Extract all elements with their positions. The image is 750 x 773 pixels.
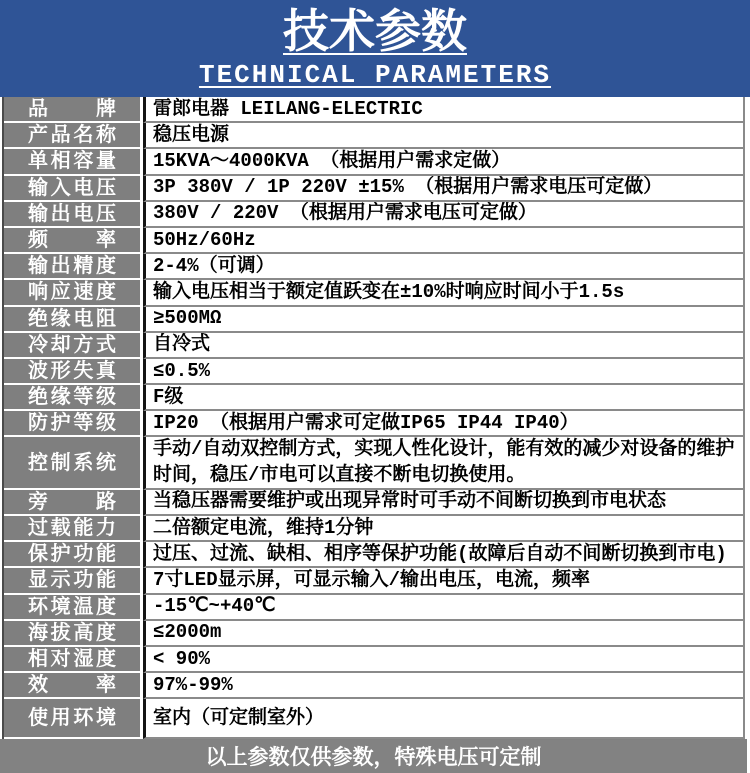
param-name-cell [4, 411, 143, 437]
param-value-cell [143, 516, 743, 542]
param-value: 当稳压器需要维护或出现异常时可手动不间断切换到市电状态 [153, 490, 667, 513]
param-name-cell [4, 385, 143, 411]
param-value-cell [143, 411, 743, 437]
param-value-cell [143, 437, 743, 489]
param-name-cell [4, 621, 143, 647]
param-name: 使用环境 [28, 707, 116, 730]
page-title: 技术参数 [283, 6, 467, 58]
param-value: 手动/自动双控制方式，实现人性化设计，能有效的减少对设备的维护时间，稳压/市电可以直接不断电切换使用。 [153, 438, 735, 486]
param-name: 绝缘电阻 [28, 307, 116, 330]
param-name: 波形失真 [28, 359, 116, 382]
param-value-cell [143, 647, 743, 673]
param-name: 环境温度 [28, 595, 116, 618]
param-name-cell [4, 595, 143, 621]
table-row [4, 542, 743, 568]
footer-note: 以上参数仅供参数，特殊电压可定制 [205, 745, 542, 770]
table-row [4, 280, 743, 306]
param-value-cell [143, 385, 743, 411]
param-name-cell [4, 490, 143, 516]
table-row [4, 490, 743, 516]
param-value-cell [143, 228, 743, 254]
param-value-cell [143, 202, 743, 228]
param-name-cell [4, 123, 143, 149]
param-name-cell [4, 176, 143, 202]
param-name: 控制系统 [28, 451, 116, 474]
param-value: -15℃~+40℃ [153, 595, 276, 618]
param-value: 稳压电源 [153, 123, 230, 146]
param-name: 显示功能 [28, 569, 116, 592]
table-row [4, 647, 743, 673]
param-name-cell [4, 568, 143, 594]
param-value: 2-4%（可调） [153, 254, 275, 277]
table-row [4, 254, 743, 280]
param-name: 海拔高度 [28, 621, 116, 644]
param-name: 旁路 [28, 490, 116, 513]
param-value-cell [143, 254, 743, 280]
table-row [4, 176, 743, 202]
param-value-cell [143, 149, 743, 175]
table-row [4, 516, 743, 542]
param-value: 15KVA～4000KVA （根据用户需求定做） [153, 150, 511, 173]
header-banner [0, 0, 750, 97]
table-row [4, 595, 743, 621]
param-name: 冷却方式 [28, 333, 116, 356]
table-row [4, 97, 743, 123]
table-row [4, 385, 743, 411]
table-row [4, 333, 743, 359]
table-row [4, 202, 743, 228]
param-name-cell [4, 254, 143, 280]
table-row [4, 149, 743, 175]
param-name-cell [4, 97, 143, 123]
param-name: 效率 [28, 674, 116, 697]
param-value: 雷郎电器 LEILANG-ELECTRIC [153, 97, 423, 120]
param-value-cell [143, 176, 743, 202]
param-name-cell [4, 516, 143, 542]
table-row [4, 411, 743, 437]
param-value: ≥500MΩ [153, 307, 222, 330]
param-value-cell [143, 595, 743, 621]
parameters-table [2, 97, 745, 739]
param-value: 自冷式 [153, 333, 211, 356]
param-value-cell [143, 699, 743, 739]
table-row [4, 699, 743, 739]
param-value: 50Hz/60Hz [153, 228, 256, 251]
param-value-cell [143, 307, 743, 333]
param-name: 频率 [28, 229, 116, 252]
param-name-cell [4, 333, 143, 359]
param-value: < 90% [153, 647, 211, 670]
param-name-cell [4, 280, 143, 306]
page-subtitle: TECHNICAL PARAMETERS [198, 59, 552, 90]
param-name: 绝缘等级 [28, 386, 116, 409]
param-value-cell [143, 97, 743, 123]
param-name-cell [4, 149, 143, 175]
param-name-cell [4, 647, 143, 673]
table-row [4, 673, 743, 699]
param-value-cell [143, 673, 743, 699]
param-name-cell [4, 542, 143, 568]
param-value-cell [143, 490, 743, 516]
param-name: 输出精度 [28, 255, 116, 278]
param-value-cell [143, 568, 743, 594]
param-value: 97%-99% [153, 673, 233, 696]
param-name-cell [4, 437, 143, 489]
param-value-cell [143, 123, 743, 149]
table-row [4, 359, 743, 385]
param-value-cell [143, 542, 743, 568]
table-row [4, 621, 743, 647]
param-name-cell [4, 228, 143, 254]
param-value-cell [143, 359, 743, 385]
param-value: ≤2000m [153, 621, 222, 644]
param-name: 输入电压 [28, 176, 116, 199]
param-value: 二倍额定电流，维持1分钟 [153, 516, 374, 539]
param-value: 3P 380V / 1P 220V ±15% （根据用户需求电压可定做） [153, 176, 663, 199]
param-name: 输出电压 [28, 202, 116, 225]
param-name-cell [4, 307, 143, 333]
param-name: 防护等级 [28, 412, 116, 435]
param-value: 输入电压相当于额定值跃变在±10%时响应时间小于1.5s [153, 280, 625, 303]
param-name-cell [4, 699, 143, 739]
param-value-cell [143, 621, 743, 647]
param-name: 品牌 [28, 98, 116, 121]
param-name-cell [4, 673, 143, 699]
param-name: 过载能力 [28, 517, 116, 540]
param-name: 响应速度 [28, 281, 116, 304]
param-value: 380V / 220V （根据用户需求电压可定做） [153, 202, 537, 225]
param-value: F级 [153, 385, 184, 408]
table-row [4, 568, 743, 594]
param-name-cell [4, 359, 143, 385]
param-value: ≤0.5% [153, 359, 211, 382]
table-row [4, 123, 743, 149]
param-value: 室内（可定制室外） [153, 706, 325, 729]
param-name: 产品名称 [28, 124, 116, 147]
table-row [4, 228, 743, 254]
param-name: 保护功能 [28, 543, 116, 566]
param-name: 单相容量 [28, 150, 116, 173]
param-name: 相对湿度 [28, 648, 116, 671]
footer-note-bar [0, 739, 747, 773]
param-value-cell [143, 280, 743, 306]
table-row [4, 307, 743, 333]
table-row [4, 437, 743, 489]
param-value-cell [143, 333, 743, 359]
param-value: IP20 （根据用户需求可定做IP65 IP44 IP40） [153, 411, 579, 434]
param-value: 过压、过流、缺相、相序等保护功能(故障后自动不间断切换到市电) [153, 542, 727, 565]
param-value: 7寸LED显示屏，可显示输入/输出电压，电流，频率 [153, 569, 591, 592]
param-name-cell [4, 202, 143, 228]
